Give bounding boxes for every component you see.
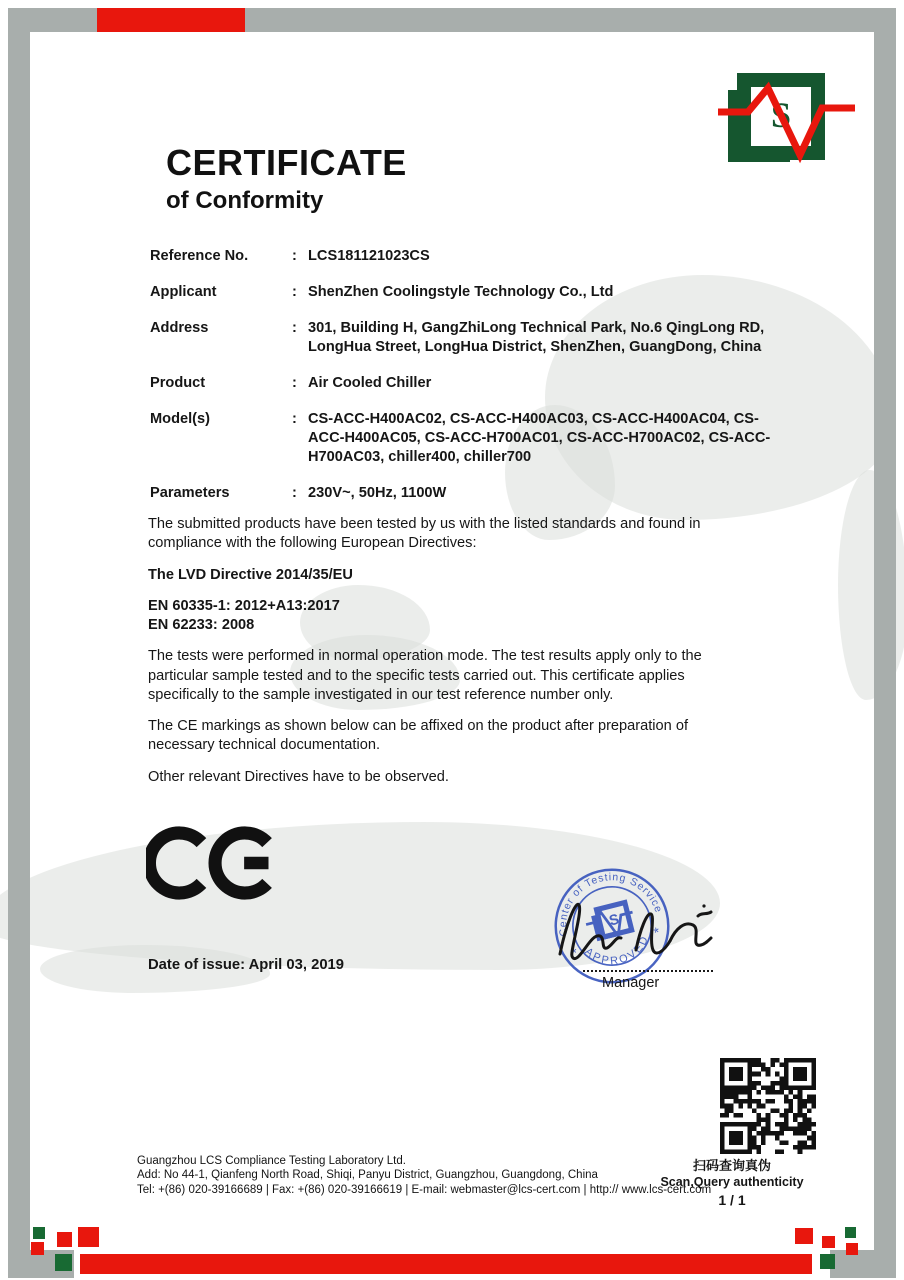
ce-mark-icon: [146, 808, 296, 918]
field-value: CS-ACC-H400AC02, CS-ACC-H400AC03, CS-ACC-H400AC04, CS-ACC-H400AC05, CS-ACC-H700AC01, CS-ACC-H700AC02, CS-ACC-H700AC03, chiller400, chiller700: [308, 410, 771, 465]
field-row-product: [150, 374, 778, 393]
directive-line: The LVD Directive 2014/35/EU: [148, 566, 353, 583]
standard-line: EN 62233: 2008: [148, 617, 255, 633]
field-label: Product: [150, 374, 206, 391]
qr-caption-en: Scan,Query authenticity: [660, 1175, 804, 1189]
field-row-applicant: [150, 283, 778, 302]
field-colon: :: [292, 248, 297, 264]
svg-text:S: S: [607, 911, 621, 930]
field-label: Address: [150, 319, 209, 336]
field-row-reference-no: [150, 247, 778, 266]
field-row-models: [150, 410, 778, 467]
standard-line: EN 60335-1: 2012+A13:2017: [148, 597, 340, 614]
stamp-arc-bottom-text: APPROVED: [582, 932, 652, 968]
certificate-title: [166, 142, 407, 215]
tests-paragraph: The tests were performed in normal operation mode. The test results apply only to the particular sample tested and to the specific tests carried out. This certificate applies specifically to the sample investigated in our test reference number only.: [148, 648, 702, 703]
field-label: Applicant: [150, 283, 217, 300]
manager-signature: [552, 888, 717, 980]
field-value: LCS181121023CS: [308, 248, 430, 264]
stamp-arc-top-text: Center of Testing Service: [558, 872, 664, 937]
qr-code: [720, 1058, 816, 1154]
certificate-fields: [150, 247, 778, 520]
stamp-star: *: [652, 924, 662, 942]
other-directives-line: Other relevant Directives have to be observed.: [148, 768, 449, 785]
field-colon: :: [292, 410, 297, 427]
field-row-address: [150, 319, 778, 357]
title-line1: CERTIFICATE: [166, 142, 407, 183]
date-of-issue: Date of issue: April 03, 2019: [148, 957, 345, 973]
signature-line: [583, 970, 713, 972]
footer-block: [137, 1154, 722, 1197]
field-colon: :: [292, 283, 297, 300]
footer-contact: Tel: +(86) 020-39166689 | Fax: +(86) 020-39166619 | E-mail: webmaster@lcs-cert.com | http:// www.lcs-cert.com: [137, 1183, 712, 1196]
certificate-body: [148, 515, 728, 799]
field-label: Parameters: [150, 484, 230, 501]
page-number: 1 / 1: [718, 1192, 746, 1208]
field-label: Reference No.: [150, 248, 249, 264]
field-value: Air Cooled Chiller: [308, 374, 432, 391]
field-colon: :: [292, 374, 297, 391]
field-colon: :: [292, 319, 297, 336]
svg-text:S: S: [770, 95, 792, 135]
footer-company: Guangzhou LCS Compliance Testing Laboratory Ltd.: [137, 1155, 406, 1167]
field-value: 230V~, 50Hz, 1100W: [308, 484, 447, 501]
stamp-star: *: [569, 945, 580, 963]
title-line2: of Conformity: [166, 187, 324, 214]
qr-caption-zh: 扫码查询真伪: [692, 1158, 771, 1173]
signer-title: Manager: [602, 975, 660, 991]
field-colon: :: [292, 484, 297, 501]
field-label: Model(s): [150, 410, 210, 427]
intro-paragraph: The submitted products have been tested by us with the listed standards and found in compliance with the following European Directives:: [148, 516, 701, 552]
field-row-parameters: [150, 484, 778, 503]
footer-address: Add: No 44-1, Qianfeng North Road, Shiqi, Panyu District, Guangzhou, Guangdong, China: [137, 1169, 598, 1182]
ce-paragraph: The CE markings as shown below can be affixed on the product after preparation of necessary technical documentation.: [148, 718, 689, 754]
lcs-logo-icon: [712, 64, 862, 164]
field-value: ShenZhen Coolingstyle Technology Co., Ltd: [308, 283, 614, 300]
field-value: 301, Building H, GangZhiLong Technical Park, No.6 QingLong RD, LongHua Street, LongHua District, ShenZhen, GuangDong, China: [308, 319, 765, 355]
